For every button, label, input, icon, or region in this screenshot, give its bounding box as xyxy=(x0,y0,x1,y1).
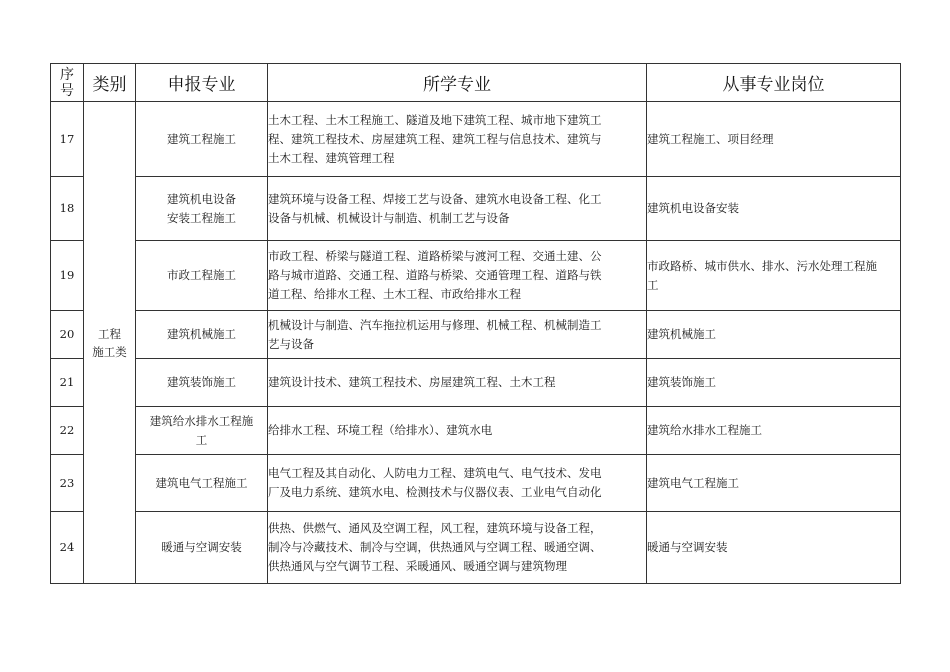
post-cell: 建筑装饰施工 xyxy=(647,359,901,407)
header-major: 申报专业 xyxy=(136,64,268,102)
header-row xyxy=(51,64,901,102)
studied-cell xyxy=(268,311,647,359)
studied-cell xyxy=(268,102,647,177)
studied-line: 厂及电力系统、建筑水电、检测技术与仪器仪表、工业电气自动化 xyxy=(268,485,602,499)
major-cell: 暖通与空调安装 xyxy=(136,512,268,584)
studied-line: 土木工程、土木工程施工、隧道及地下建筑工程、城市地下建筑工 xyxy=(268,112,602,127)
row-number: 24 xyxy=(51,512,84,584)
studied-cell xyxy=(268,512,647,584)
studied-line: 建筑设计技术、建筑工程技术、房屋建筑工程、土木工程 xyxy=(268,375,556,389)
row-number: 18 xyxy=(51,177,84,241)
studied-line: 设备与机械、机械设计与制造、机制工艺与设备 xyxy=(268,210,510,225)
table-row xyxy=(51,241,901,311)
header-post: 从事专业岗位 xyxy=(647,64,901,102)
category-line1: 工程 xyxy=(98,326,121,341)
table-row xyxy=(51,311,901,359)
header-seq xyxy=(51,64,84,102)
major-line: 安装工程施工 xyxy=(167,210,236,225)
major-cell: 建筑电气工程施工 xyxy=(136,455,268,512)
studied-cell xyxy=(268,177,647,241)
studied-line: 程、建筑工程技术、房屋建筑工程、建筑工程与信息技术、建筑与 xyxy=(268,131,602,146)
post-cell: 暖通与空调安装 xyxy=(647,512,901,584)
table-row xyxy=(51,455,901,512)
major-cell xyxy=(136,177,268,241)
category-line2: 施工类 xyxy=(92,344,127,359)
post-cell: 建筑给水排水工程施工 xyxy=(647,407,901,455)
studied-line: 艺与设备 xyxy=(268,336,314,351)
studied-line: 供热通风与空气调节工程、采暖通风、暖通空调与建筑物理 xyxy=(268,559,567,573)
studied-cell xyxy=(268,407,647,455)
studied-line: 市政工程、桥梁与隧道工程、道路桥梁与渡河工程、交通土建、公 xyxy=(268,249,602,263)
post-line: 市政路桥、城市供水、排水、污水处理工程施 xyxy=(647,258,877,273)
studied-line: 土木工程、建筑管理工程 xyxy=(268,150,395,165)
major-line: 建筑机电设备 xyxy=(167,191,236,206)
post-cell: 建筑电气工程施工 xyxy=(647,455,901,512)
major-cell: 建筑装饰施工 xyxy=(136,359,268,407)
specialty-table xyxy=(50,63,901,584)
header-studied: 所学专业 xyxy=(268,64,647,102)
studied-line: 电气工程及其自动化、人防电力工程、建筑电气、电气技术、发电 xyxy=(268,466,602,480)
row-number: 17 xyxy=(51,102,84,177)
row-number: 23 xyxy=(51,455,84,512)
post-cell: 建筑机电设备安装 xyxy=(647,177,901,241)
studied-cell xyxy=(268,359,647,407)
studied-line: 供热、供燃气、通风及空调工程，风工程，建筑环境与设备工程， xyxy=(268,521,602,535)
row-number: 22 xyxy=(51,407,84,455)
table-row xyxy=(51,177,901,241)
header-category: 类别 xyxy=(84,64,136,102)
studied-line: 给排水工程、环境工程（给排水）、建筑水电 xyxy=(268,423,493,437)
major-cell: 市政工程施工 xyxy=(136,241,268,311)
studied-line: 道工程、给排水工程、土木工程、市政给排水工程 xyxy=(268,287,521,301)
major-line: 建筑给水排水工程施 xyxy=(149,413,254,428)
major-line: 工 xyxy=(195,432,208,447)
studied-line: 路与城市道路、交通工程、道路与桥梁、交通管理工程、道路与铁 xyxy=(268,268,602,282)
post-line: 工 xyxy=(647,277,659,292)
post-cell: 建筑工程施工、项目经理 xyxy=(647,102,901,177)
header-seq-line2: 号 xyxy=(60,82,74,99)
table-row xyxy=(51,359,901,407)
studied-cell xyxy=(268,241,647,311)
post-cell: 建筑机械施工 xyxy=(647,311,901,359)
studied-line: 建筑环境与设备工程、焊接工艺与设备、建筑水电设备工程、化工 xyxy=(268,191,602,206)
table-row xyxy=(51,407,901,455)
studied-line: 机械设计与制造、汽车拖拉机运用与修理、机械工程、机械制造工 xyxy=(268,317,602,332)
table-row xyxy=(51,512,901,584)
category-cell xyxy=(84,102,136,584)
major-cell: 建筑机械施工 xyxy=(136,311,268,359)
header-seq-line1: 序 xyxy=(60,66,74,83)
row-number: 19 xyxy=(51,241,84,311)
row-number: 20 xyxy=(51,311,84,359)
studied-line: 制冷与冷藏技术、制冷与空调，供热通风与空调工程、暖通空调、 xyxy=(268,540,602,554)
major-cell: 建筑工程施工 xyxy=(136,102,268,177)
studied-cell xyxy=(268,455,647,512)
major-cell xyxy=(136,407,268,455)
table-row xyxy=(51,102,901,177)
post-cell xyxy=(647,241,901,311)
row-number: 21 xyxy=(51,359,84,407)
